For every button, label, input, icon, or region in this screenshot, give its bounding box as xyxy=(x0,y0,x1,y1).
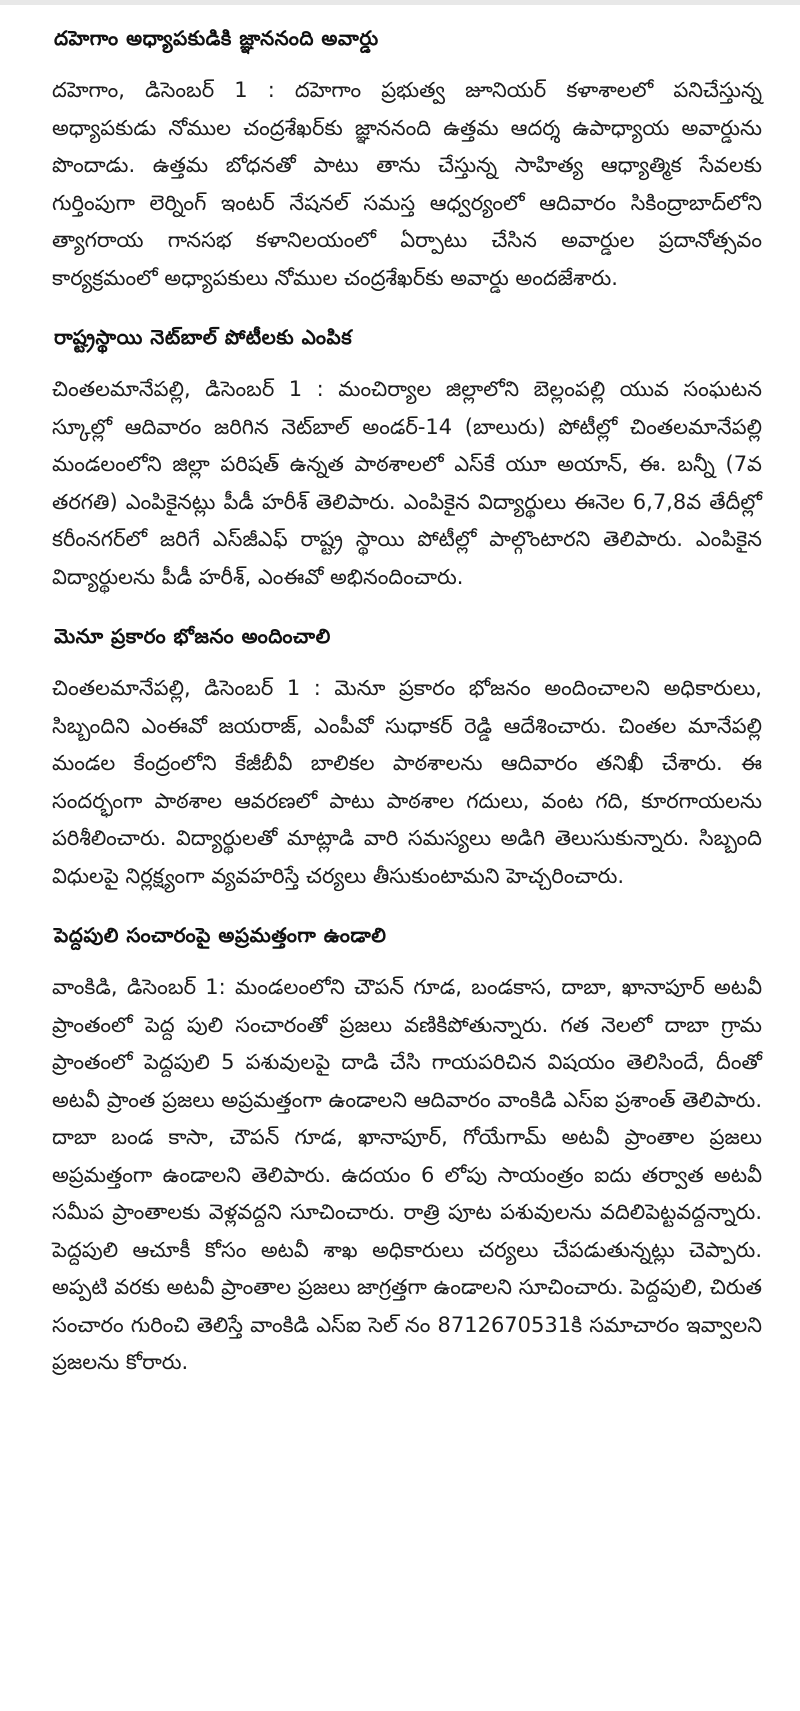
article-dateline: చింతలమానేపల్లి, డిసెంబర్ 1 : xyxy=(52,676,321,700)
article-jnananandi-award xyxy=(52,12,762,297)
article-body xyxy=(52,72,762,297)
article-text: దహెగాం ప్రభుత్వ జూనియర్ కళాశాలలో పనిచేస్తున్న అధ్యాపకుడు నోముల చంద్రశేఖర్‌కు జ్ఞాననంది ఉత్తమ ఆదర్శ ఉపాధ్యాయ అవార్డును పొందాడు. ఉత్తమ బోధనతో పాటు తాను చేస్తున్న సాహిత్య ఆధ్యాత్మిక సేవలకు గుర్తింపుగా లెర్నింగ్ ఇంటర్ నేషనల్ సమస్త ఆధ్వర్యంలో ఆదివారం సికింద్రాబాద్‌లోని త్యాగరాయ గానసభ కళానిలయంలో ఏర్పాటు చేసిన అవార్డుల ప్రదానోత్సవం కార్యక్రమంలో అధ్యాపకులు నోముల చంద్రశేఖర్‌కు అవార్డు అందజేశారు. xyxy=(52,78,762,290)
article-netball-selection xyxy=(52,311,762,596)
article-menu-meals xyxy=(52,610,762,895)
article-dateline: వాంకిడి, డిసెంబర్ 1: xyxy=(52,975,226,999)
article-text: మంచిర్యాల జిల్లాలోని బెల్లంపల్లి యువ సంఘటన స్కూల్లో ఆదివారం జరిగిన నెట్‌బాల్ అండర్-14 (బాలురు) పోటీల్లో చింతలమానేపల్లి మండలంలోని జిల్లా పరిషత్ ఉన్నత పాఠశాలలో ఎస్‌కే యూ అయాన్, ఈ. బన్నీ (7వ తరగతి) ఎంపికైనట్లు పీడీ హరీశ్ తెలిపారు. ఎంపికైన విద్యార్థులు ఈనెల 6,7,8వ తేదీల్లో కరీంనగర్‌లో జరిగే ఎస్‌జీఎఫ్ రాష్ట్ర స్థాయి పోటీల్లో పాల్గొంటారని తెలిపారు. ఎంపికైన విద్యార్థులను పీడీ హరీశ్, ఎంఈవో అభినందించారు. xyxy=(52,377,762,589)
article-headline: దహెగాం అధ్యాపకుడికి జ్ఞాననంది అవార్డు xyxy=(54,26,379,50)
article-headline: రాష్ట్రస్థాయి నెట్‌బాల్ పోటీలకు ఎంపిక xyxy=(54,325,353,349)
article-body xyxy=(52,670,762,895)
article-dateline: చింతలమానేపల్లి, డిసెంబర్ 1 : xyxy=(52,377,324,401)
top-divider xyxy=(0,0,800,5)
article-dateline: దహెగాం, డిసెంబర్ 1 : xyxy=(52,78,275,102)
article-headline: పెద్దపులి సంచారంపై అప్రమత్తంగా ఉండాలి xyxy=(54,923,387,947)
article-text: మండలంలోని చౌపన్ గూడ, బండకాస, దాబా, ఖానాపూర్ అటవీ ప్రాంతంలో పెద్ద పులి సంచారంతో ప్రజలు వణికిపోతున్నారు. గత నెలలో దాబా గ్రామ ప్రాంతంలో పెద్దపులి 5 పశువులపై దాడి చేసి గాయపరిచిన విషయం తెలిసిందే, దీంతో అటవీ ప్రాంత ప్రజలు అప్రమత్తంగా ఉండాలని ఆదివారం వాంకిడి ఎస్ఐ ప్రశాంత్ తెలిపారు. దాబా బండ కాసా, చౌపన్ గూడ, ఖానాపూర్, గోయేగామ్ అటవీ ప్రాంతాల ప్రజలు అప్రమత్తంగా ఉండాలని తెలిపారు. ఉదయం 6 లోపు సాయంత్రం ఐదు తర్వాత అటవీ సమీప ప్రాంతాలకు వెళ్లవద్దని సూచించారు. రాత్రి పూట పశువులను వదిలిపెట్టవద్దన్నారు. పెద్దపులి ఆచూకీ కోసం అటవీ శాఖ అధికారులు చర్యలు చేపడుతున్నట్లు చెప్పారు. అప్పటి వరకు అటవీ ప్రాంతాల ప్రజలు జాగ్రత్తగా ఉండాలని సూచించారు. పెద్దపులి, చిరుత సంచారం గురించి తెలిస్తే వాంకిడి ఎస్ఐ సెల్ నం 8712670531కి సమాచారం ఇవ్వాలని ప్రజలను కోరారు. xyxy=(52,975,762,1374)
article-tiger-alert xyxy=(52,909,762,1382)
article-text: మెనూ ప్రకారం భోజనం అందించాలని అధికారులు, సిబ్బందిని ఎంఈవో జయరాజ్, ఎంపీవో సుధాకర్ రెడ్డి ఆదేశించారు. చింతల మానేపల్లి మండల కేంద్రంలోని కేజీబీవీ బాలికల పాఠశాలను ఆదివారం తనిఖీ చేశారు. ఈ సందర్భంగా పాఠశాల ఆవరణలో పాటు పాఠశాల గదులు, వంట గది, కూరగాయలను పరిశీలించారు. విద్యార్థులతో మాట్లాడి వారి సమస్యలు అడిగి తెలుసుకున్నారు. సిబ్బంది విధులపై నిర్లక్ష్యంగా వ్యవహరిస్తే చర్యలు తీసుకుంటామని హెచ్చరించారు. xyxy=(52,676,762,888)
article-body xyxy=(52,969,762,1382)
article-body xyxy=(52,371,762,596)
article-headline: మెనూ ప్రకారం భోజనం అందించాలి xyxy=(54,624,331,648)
